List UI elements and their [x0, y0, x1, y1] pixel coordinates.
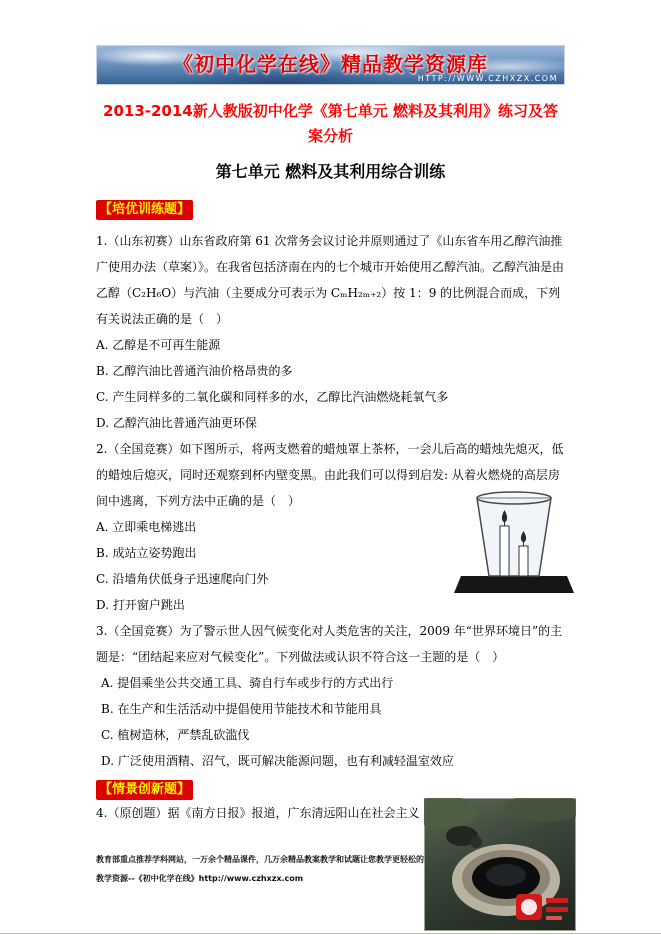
footer-line-1: 教育部重点推荐学科网站，一万余个精品课件，几万余精品教案教学和试题让您教学更轻松的	[96, 855, 424, 864]
footer-line-2: 教学资源--《初中化学在线》http://www.czhxzx.com	[96, 874, 304, 883]
question-3-option-b: B. 在生产和生活活动中提倡使用节能技术和节能用具	[101, 702, 382, 716]
scenario-section-badge: 【情景创新题】	[96, 780, 193, 800]
question-4-stem: 4.（原创题）据《南方日报》报道，广东清远阳山在社会主义	[96, 806, 420, 820]
question-3-stem: 3.（全国竞赛）为了警示世人因气候变化对人类危害的关注，2009 年“世界环境日”的主题是：“团结起来应对气候变化”。下列做法或认识不符合这一主题的是（ ）	[96, 624, 563, 664]
question-3	[96, 618, 565, 774]
site-watermark-icon	[514, 890, 572, 926]
page-bottom-edge	[0, 933, 661, 934]
training-section-badge: 【培优训练题】	[96, 200, 193, 220]
question-2	[96, 436, 565, 618]
question-2-stem: 2.（全国竞赛）如下图所示，将两支燃着的蜡烛罩上茶杯，一会儿后高的蜡烛先熄灭，低的蜡烛后熄灭，同时还观察到杯内壁变黑。由此我们可以得到启发: 从着火燃烧的高层房间中逃离，下列方法中正确的是（ ）	[96, 442, 564, 508]
site-banner-title: 《初中化学在线》精品教学资源库	[173, 52, 488, 76]
question-1-option-d: D. 乙醇汽油比普通汽油更环保	[96, 416, 257, 430]
question-3-option-a: A. 提倡乘坐公共交通工具、骑自行车或步行的方式出行	[101, 676, 394, 690]
candles-under-cup-drawing	[453, 486, 575, 603]
site-banner-url: HTTP://WWW.CZHXZX.COM	[417, 74, 558, 83]
site-banner	[96, 45, 565, 85]
question-1	[96, 228, 565, 436]
question-2-option-a: A. 立即乘电梯逃出	[96, 520, 197, 534]
question-1-option-a: A. 乙醇是不可再生能源	[96, 338, 221, 352]
candles-under-cup-figure	[453, 486, 575, 603]
question-2-option-b: B. 成站立姿势跑出	[96, 546, 197, 560]
question-1-stem: 1.（山东初赛）山东省政府第 61 次常务会议讨论并原则通过了《山东省车用乙醇汽油推广使用办法（草案）》。在我省包括济南在内的七个城市开始使用乙醇汽油。乙醇汽油是由乙醇（C₂H₆O）与汽油（主要成分可表示为 CₘH₂ₘ₊₂）按 1：9 的比例混合而成，下列有关说法正确的是（ ）	[96, 234, 565, 326]
question-1-option-c: C. 产生同样多的二氧化碳和同样多的水，乙醇比汽油燃烧耗氧气多	[96, 390, 449, 404]
well-photo	[424, 798, 576, 931]
question-2-option-d: D. 打开窗户跳出	[96, 598, 185, 612]
badge-row-scenario	[96, 777, 565, 800]
page-title: 第七单元 燃料及其利用综合训练	[215, 162, 446, 181]
badge-row-training	[96, 197, 565, 220]
question-1-option-b: B. 乙醇汽油比普通汽油价格昂贵的多	[96, 364, 293, 378]
doc-title: 2013-2014新人教版初中化学《第七单元 燃料及其利用》练习及答案分析	[103, 102, 558, 145]
question-3-option-c: C. 植树造林，严禁乱砍滥伐	[101, 728, 250, 742]
question-3-option-d: D. 广泛使用酒精、沼气，既可解决能源问题，也有利减轻温室效应	[101, 754, 454, 768]
question-2-option-c: C. 沿墙角伏低身子迅速爬向门外	[96, 572, 269, 586]
